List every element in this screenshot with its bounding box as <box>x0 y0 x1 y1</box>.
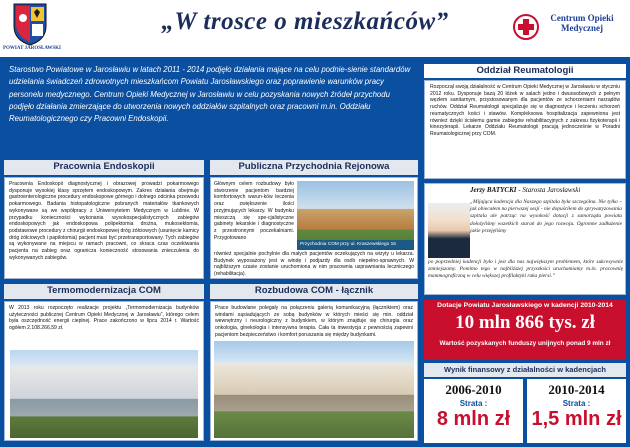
termomodernizacja-heading: Termomodernizacja COM <box>4 284 204 299</box>
com-logo-line1: Centrum Opieki <box>550 13 614 23</box>
period-years: 2010-2014 <box>548 382 605 397</box>
quote-text-upper: „Mijająca kadencja dla Naszego szpitala była szczególna. Nie tylko – jak obiecałem na pierwszej sesji - nie dopuściłem do sprywatyzowania szpitala ale patrząc na wysokość dotacji z samorządu powiatu dołożyliśmy wszelkich starań do jego rozwoju. Ogromne zadłużenie jakie przejęliśmy <box>470 199 622 234</box>
powiat-label: POWIAT JAROSŁAWSKI <box>2 46 62 51</box>
rozbudowa-heading: Rozbudowa COM - łącznik <box>210 284 418 299</box>
endoskopia-heading: Pracownia Endoskopii <box>4 160 204 175</box>
rozbudowa-photo <box>214 341 414 438</box>
period-years: 2006-2010 <box>445 382 502 397</box>
termomodernizacja-photo <box>10 350 198 438</box>
com-logo-text <box>536 13 628 33</box>
period-value: 1,5 mln zł <box>531 408 622 430</box>
termomodernizacja-text: W 2013 roku rozpoczęto realizacje projektu „Termomodernizacja budynków użyteczności publicznej Centrum Opieki Medycznej w Jarosławiu”, którego celem była oszczędność energii cieplnej. Prace zakończono w lipcu 2014 r. Wartość ogółem 2.108.266,59 zł. <box>9 305 199 332</box>
reumatologia-heading: Oddział Reumatologii <box>424 64 626 78</box>
period-card <box>424 379 523 443</box>
speaker-line <box>470 186 624 194</box>
period-value: 8 mln zł <box>436 408 511 430</box>
speaker-name: Jerzy BATYCKI <box>470 186 517 194</box>
page-title: „W trosce o mieszkańców” <box>161 8 449 35</box>
period-label: Strata : <box>459 399 488 408</box>
powiat-crest-icon <box>10 2 50 46</box>
endoskopia-body: Pracownia Endoskopii diagnostycznej i obrazowej prowadzi pokarmowego dysponuje wysokiej klasy sprzętem endoskopowym. Zakres działania obejmuje gastroenterologiczne procedury endoskopowe górnego i dolnego odcinka przewodu pokarmowego. Badania histopatologiczne pobranych materiałów tkankowych wykonywane są we współpracy z Uniwersytetem Medycznym w Lublinie. W przypadku konieczności wykonania wysokospecjalistycznych zabiegów endoskopowych jak endoskopowa polipektomia drożna, mukosektomia, podstawowe procedury z chirurgii endoskopowej dróg żółciowych (usunięcie kamicy dróg żółciowych i papilotomia) pacjent musi być przetransportowany. Tych zabiegów są wykonywane na miejscu w ramach pracowni, co skraca czas oczekiwania pacjenta na zabieg oraz ogranicza konieczność stosowania znieczulenia do wykonywanych zabiegów. <box>4 177 204 279</box>
rozbudowa-text: Prace budowlane polegały na połączeniu galerią komunikacyjną (łącznikiem) oraz windami sąsiadujących ze sobą budynków w których mieści się min. oddział wewnętrzny i neurologiczny z budynkiem, w którym znajduje się chirurgia oraz onkologia, ginekologia i intensywna terapia. Cała ta inwestycja z pewnością zapewni pacjentom bezpieczeństwo i komfort poruszania się między budynkami. <box>215 305 413 338</box>
przychodnia-body-side: Głównym celem rozbudowy było stworzenie pacjentom bardziej komfortowych warun-ków leczenia oraz zwiększenie ilości przyjmujących lekarzy. W budynku mieszczą się spe-cjalistyczne gabinety lekarskie i diagnostyczne z przestronnymi poczekalniami. Przygotowano <box>214 181 294 241</box>
com-logo-line2: Medycznej <box>561 23 603 33</box>
stats-big-value: 10 mln 866 tys. zł <box>455 312 595 333</box>
wynik-heading: Wynik finansowy z działalności w kadencjach <box>424 363 626 377</box>
stats-top-line: Dotacje Powiatu Jarosławskiego w kadencji 2010-2014 <box>437 302 613 309</box>
reumatologia-body: Rozpoczął swoją działalność w Centrum Opieki Medycznej w Jarosławiu w styczniu 2012 roku. Dysponuje bazą 20 łóżek w salach jedno i dwuosobowych z pełnym węzłem sanitarnym, przystosowanym dla pacjentów ze schorzeniami narządów ruchów. Oddział Reumatologii specjalizuje się w diagnostyce i leczeniu schorzeń reumatycznych kości i stawów. Kompleksowa hospitalizacja zapewniona jest również dzięki ścisłemu gamie zabiegów rehabilitacyjnych z zakresu fizykoterapii i kinezyterapii. Lekarze Oddziału Reumatologii pracują jednocześnie w Poradni Reumatologicznej przy COM. <box>424 80 626 179</box>
period-card <box>527 379 626 443</box>
intro-paragraph: Starostwo Powiatowe w Jarosławiu w latach 2011 - 2014 podjęło działania mające na celu podnie-sienie standardów udzielania świadczeń zdrowotnych mieszkańcom Powiatu Jarosławskiego oraz poprawienie warunków pracy personelu medycznego. Centrum Opieki Medycznej w Jarosławiu w celu pozyskania nowych źródeł przychodu podjęło działania zmierzające do utworzenia nowych oddziałów szpitalnych oraz pracowni m.in. Oddziału Reumatologicznego czy Pracowni Endoskopii. <box>9 65 411 124</box>
przychodnia-body-bottom: również specjalnie pochylnie dla małych pacjentów oczekujących na wizyty u lekarza. Budynek wyposażony jest w windę i podjazdy dla osób niepełno-sprawnych. W najbliższym czasie zostanie uruchomiona w nim pracownia usprawniania leczniczego (rehabilitacja). <box>214 251 414 278</box>
period-label: Strata : <box>562 399 591 408</box>
przychodnia-heading: Publiczna Przychodnia Rejonowa <box>210 160 418 175</box>
speaker-portrait <box>428 203 470 258</box>
speaker-role: - Starosta Jarosławski <box>516 186 581 194</box>
przychodnia-photo-caption: Przychodnia COM przy ul. Kraszewskiego 16 <box>297 240 414 250</box>
quote-text-lower: po poprzedniej kadencji było i jest dla nas największym problemem, które sukcesywnie zmniejszamy. Pomimo tego w najbliższej przyszłości uruchamiamy m.in. pracownię mammograficzną w celu większej profilaktyki raka piersi.” <box>428 259 623 280</box>
stats-bottom-line: Wartość pozyskanych funduszy unijnych ponad 9 mln zł <box>439 340 611 347</box>
